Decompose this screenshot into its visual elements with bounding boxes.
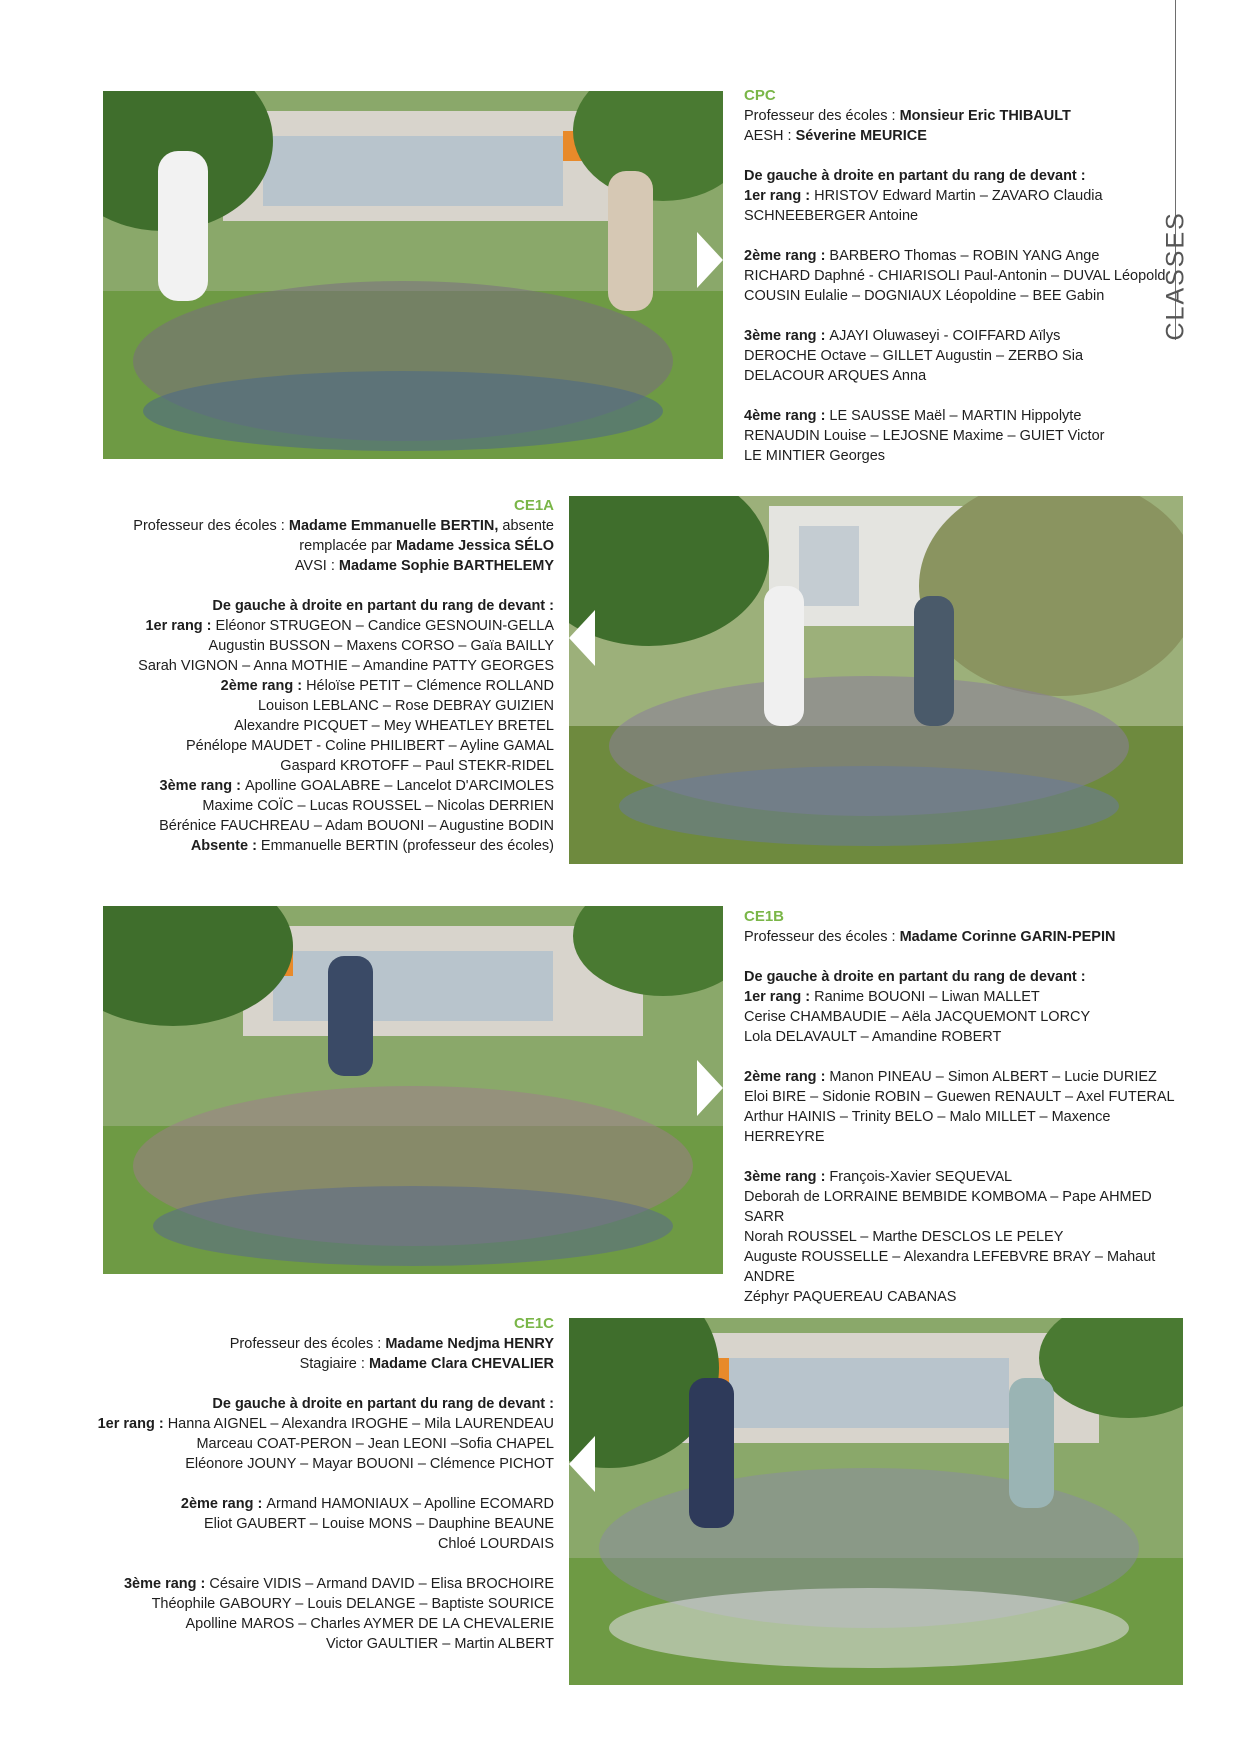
ce1b-row2-line: Arthur HAINIS – Trinity BELO – Malo MILLET – Maxence HERREYRE [744,1109,1111,1145]
ce1c-row3-line: Apolline MAROS – Charles AYMER DE LA CHEVALERIE [185,1616,554,1632]
ce1c-trainee-line: Stagiaire : Madame Clara CHEVALIER [299,1356,554,1372]
ce1a-row3-label-line: 3ème rang : Apolline GOALABRE – Lancelot D'ARCIMOLES [159,778,554,794]
cpc-row2-label-line: 2ème rang : BARBERO Thomas – ROBIN YANG Ange [744,248,1100,264]
cpc-row4-label-line: 4ème rang : LE SAUSSE Maël – MARTIN Hippolyte [744,408,1082,424]
ce1c-class-photo [569,1318,1183,1685]
ce1a-replacement-line: remplacée par Madame Jessica SÉLO [299,538,554,554]
ce1a-intro: De gauche à droite en partant du rang de devant : [212,598,554,614]
ce1a-teacher-line: Professeur des écoles : Madame Emmanuelle BERTIN, absente [133,518,554,534]
ce1c-row1-line: Marceau COAT-PERON – Jean LEONI –Sofia CHAPEL [196,1436,554,1452]
ce1b-class-photo [103,906,723,1274]
ce1c-row1-line: Eléonore JOUNY – Mayar BOUONI – Clémence PICHOT [185,1456,554,1472]
ce1b-class-name: CE1B [744,908,785,925]
ce1c-photo-notch [569,1436,595,1492]
ce1c-row3-label-line: 3ème rang : Césaire VIDIS – Armand DAVID – Elisa BROCHOIRE [123,1576,554,1592]
ce1a-photo-notch [569,610,595,666]
cpc-class-name: CPC [744,87,776,104]
ce1a-row2-line: Alexandre PICQUET – Mey WHEATLEY BRETEL [234,718,554,734]
ce1a-avsi-line: AVSI : Madame Sophie BARTHELEMY [294,558,554,574]
ce1b-row3-line: Auguste ROUSSELLE – Alexandra LEFEBVRE BRAY – Mahaut ANDRE [744,1249,1156,1285]
ce1c-row2-line: Eliot GAUBERT – Louise MONS – Dauphine BEAUNE [203,1516,554,1532]
ce1a-row2-line: Louison LEBLANC – Rose DEBRAY GUIZIEN [257,698,554,714]
cpc-row2-line: COUSIN Eulalie – DOGNIAUX Léopoldine – BEE Gabin [744,288,1105,304]
cpc-text-block [744,86,1174,466]
ce1c-class-name: CE1C [513,1315,554,1332]
ce1a-row2-line: Pénélope MAUDET - Coline PHILIBERT – Ayline GAMAL [185,738,554,754]
cpc-row4-line: LE MINTIER Georges [744,448,886,464]
cpc-row1-label-line: 1er rang : HRISTOV Edward Martin – ZAVARO Claudia [744,188,1103,204]
ce1a-row2-label-line: 2ème rang : Héloïse PETIT – Clémence ROLLAND [220,678,554,694]
cpc-aesh-line: AESH : Séverine MEURICE [744,128,927,144]
ce1b-row1-label-line: 1er rang : Ranime BOUONI – Liwan MALLET [744,989,1040,1005]
ce1a-row1-line: Sarah VIGNON – Anna MOTHIE – Amandine PATTY GEORGES [138,658,554,674]
ce1b-row1-line: Lola DELAVAULT – Amandine ROBERT [744,1029,1002,1045]
ce1c-row3-line: Théophile GABOURY – Louis DELANGE – Baptiste SOURICE [151,1596,554,1612]
ce1a-row2-line: Gaspard KROTOFF – Paul STEKR-RIDEL [280,758,554,774]
ce1c-row3-line: Victor GAULTIER – Martin ALBERT [325,1636,554,1652]
ce1c-row1-label-line: 1er rang : Hanna AIGNEL – Alexandra IROGHE – Mila LAURENDEAU [97,1416,554,1432]
ce1b-row1-line: Cerise CHAMBAUDIE – Aëla JACQUEMONT LORCY [744,1009,1091,1025]
cpc-teacher-line: Professeur des écoles : Monsieur Eric THIBAULT [744,108,1071,124]
cpc-row3-line: DELACOUR ARQUES Anna [744,368,927,384]
ce1c-row2-label-line: 2ème rang : Armand HAMONIAUX – Apolline ECOMARD [180,1496,554,1512]
ce1c-text-block [70,1314,554,1654]
ce1a-absent-line: Absente : Emmanuelle BERTIN (professeur des écoles) [190,838,554,854]
ce1a-text-block [80,496,554,856]
section-label: CLASSES [1161,211,1190,341]
cpc-row2-line: RICHARD Daphné - CHIARISOLI Paul-Antonin – DUVAL Léopold [744,268,1166,284]
cpc-class-photo [103,91,723,459]
cpc-photo-notch [697,232,723,288]
ce1c-intro: De gauche à droite en partant du rang de devant : [212,1396,554,1412]
ce1b-row3-line: Zéphyr PAQUEREAU CABANAS [744,1289,957,1305]
ce1b-row3-line: Norah ROUSSEL – Marthe DESCLOS LE PELEY [744,1229,1064,1245]
ce1b-row2-line: Eloi BIRE – Sidonie ROBIN – Guewen RENAULT – Axel FUTERAL [744,1089,1175,1105]
ce1c-teacher-line: Professeur des écoles : Madame Nedjma HENRY [229,1336,554,1352]
ce1a-row3-line: Maxime COÏC – Lucas ROUSSEL – Nicolas DERRIEN [202,798,554,814]
ce1b-text-block [744,907,1180,1307]
ce1b-row2-label-line: 2ème rang : Manon PINEAU – Simon ALBERT – Lucie DURIEZ [744,1069,1157,1085]
cpc-row3-label-line: 3ème rang : AJAYI Oluwaseyi - COIFFARD Aïlys [744,328,1061,344]
ce1a-row1-label-line: 1er rang : Eléonor STRUGEON – Candice GESNOUIN-GELLA [145,618,554,634]
ce1b-teacher-line: Professeur des écoles : Madame Corinne GARIN-PEPIN [744,929,1116,945]
ce1a-row1-line: Augustin BUSSON – Maxens CORSO – Gaïa BAILLY [208,638,554,654]
ce1b-row3-line: Deborah de LORRAINE BEMBIDE KOMBOMA – Pape AHMED SARR [744,1189,1152,1225]
ce1b-photo-notch [697,1060,723,1116]
cpc-row4-line: RENAUDIN Louise – LEJOSNE Maxime – GUIET Victor [744,428,1105,444]
cpc-row3-line: DEROCHE Octave – GILLET Augustin – ZERBO Sia [744,348,1084,364]
ce1b-intro: De gauche à droite en partant du rang de devant : [744,969,1086,985]
ce1a-row3-line: Bérénice FAUCHREAU – Adam BOUONI – Augustine BODIN [159,818,554,834]
ce1b-row3-label-line: 3ème rang : François-Xavier SEQUEVAL [744,1169,1013,1185]
ce1a-class-photo [569,496,1183,864]
cpc-row1-line: SCHNEEBERGER Antoine [744,208,919,224]
ce1a-class-name: CE1A [513,497,554,514]
ce1c-row2-line: Chloé LOURDAIS [437,1536,554,1552]
cpc-intro: De gauche à droite en partant du rang de devant : [744,168,1086,184]
